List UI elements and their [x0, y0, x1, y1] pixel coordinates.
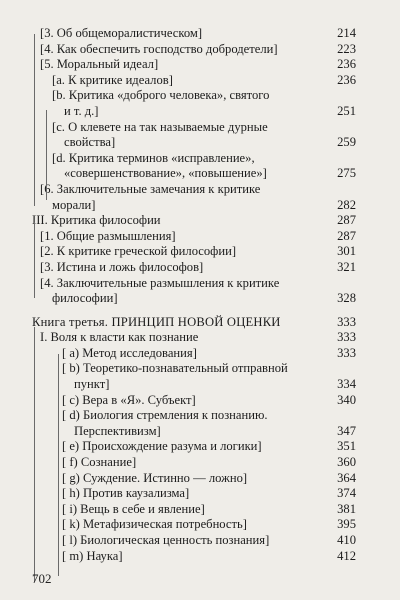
toc-entry-page: 340	[337, 392, 356, 407]
toc-bracket-line	[46, 110, 47, 200]
toc-entry-title: [b. Критика «доброго человека», святого	[52, 88, 270, 103]
page-number: 702	[32, 571, 52, 586]
toc-entry-title: [5. Моральный идеал]	[40, 57, 159, 72]
toc-entry-page: 236	[337, 57, 356, 72]
toc-entry-title: [ i) Вещь в себе и явление]	[62, 501, 205, 516]
toc-entry-title: [ b) Теоретико-познавательный отправной	[62, 361, 288, 376]
toc-entry-title: [3. Об общеморалистическом]	[40, 26, 203, 40]
toc-entry	[0, 346, 400, 362]
toc-entry-title: [d. Критика терминов «исправление»,	[52, 150, 255, 165]
toc-entry-page: 347	[337, 423, 356, 438]
toc-entry	[0, 315, 400, 331]
toc-entry-page: 412	[337, 548, 356, 563]
toc-bracket-line	[34, 327, 35, 582]
toc-bracket-line	[34, 34, 35, 206]
toc-entry-page: 364	[337, 470, 356, 485]
toc-entry-title: [1. Общие размышления]	[40, 228, 176, 243]
toc-entry	[0, 120, 400, 151]
toc-entry-title-continuation: и т. д.]	[64, 103, 99, 118]
toc-entry-page: 287	[337, 213, 356, 228]
toc-bracket-line	[58, 354, 59, 576]
toc-entry	[0, 549, 400, 565]
toc-entry-title: [ m) Наука]	[62, 548, 123, 563]
toc-entry	[0, 439, 400, 455]
toc-entry-title: [с. О клевете на так называемые дурные	[52, 119, 268, 134]
toc-entry-page: 287	[337, 228, 356, 243]
toc-entry-title-continuation: свойства]	[64, 135, 116, 150]
toc-entry	[0, 260, 400, 276]
toc-entry	[0, 408, 400, 439]
toc-entry-page: 351	[337, 439, 356, 454]
toc-entry	[0, 486, 400, 502]
toc-entry	[0, 502, 400, 518]
toc-entry-page: 381	[337, 501, 356, 516]
toc-entry	[0, 213, 400, 229]
toc-entry	[0, 57, 400, 73]
toc-entry-page: 223	[337, 41, 356, 56]
toc-entry-title: [ a) Метод исследования]	[62, 345, 197, 360]
toc-entry-page: 410	[337, 533, 356, 547]
toc-entry-page: 301	[337, 244, 356, 259]
toc-entry-title: [а. К критике идеалов]	[52, 72, 173, 87]
toc-entry-page: 282	[337, 197, 356, 212]
toc-entry-title-continuation: Перспективизм]	[74, 423, 161, 438]
toc-entry-page: 236	[337, 72, 356, 87]
toc-entry	[0, 517, 400, 533]
toc-entry-title: Книга третья. ПРИНЦИП НОВОЙ ОЦЕНКИ	[32, 314, 281, 329]
toc-entry	[0, 151, 400, 182]
toc-entry	[0, 276, 400, 307]
toc-entry	[0, 229, 400, 245]
toc-entry	[0, 73, 400, 89]
toc-entry	[0, 455, 400, 471]
toc-entry-title: [3. Истина и ложь философов]	[40, 259, 204, 274]
toc-bracket-line	[34, 222, 35, 298]
toc-entry-page: 395	[337, 517, 356, 532]
toc-entry-title: III. Критика философии	[32, 213, 161, 228]
toc-entry-page: 334	[337, 377, 356, 392]
toc-entry-page: 333	[337, 330, 356, 345]
toc-entry-page: 374	[337, 486, 356, 501]
toc-entry	[0, 471, 400, 487]
toc-entry-page: 259	[337, 135, 356, 150]
toc-entry-title: [ l) Биологическая ценность познания]	[62, 533, 270, 547]
toc-entry-title: [4. Заключительные размышления к критике	[40, 275, 280, 290]
toc-entry-title: I. Воля к власти как познание	[40, 330, 199, 345]
toc-entry-title: [ h) Против каузализма]	[62, 486, 190, 501]
toc-entry-title: [4. Как обеспечить господство добродетели]	[40, 41, 278, 56]
toc-entry-page: 333	[337, 345, 356, 360]
toc-entry-title: [ g) Суждение. Истинно — ложно]	[62, 470, 248, 485]
toc-entry-page: 360	[337, 455, 356, 470]
toc-entry-page: 328	[337, 291, 356, 306]
toc-entry-title: [ k) Метафизическая потребность]	[62, 517, 247, 532]
toc-entry	[0, 361, 400, 392]
toc-entry	[0, 393, 400, 409]
toc-entry-title: [ d) Биология стремления к познанию.	[62, 408, 268, 423]
toc-entry	[0, 26, 400, 42]
toc-entry-page: 333	[337, 314, 356, 329]
toc-entry-title-continuation: «совершенствование», «повышение»]	[64, 166, 267, 181]
toc-entry-page: 321	[337, 259, 356, 274]
toc-entry-title-continuation: морали]	[52, 197, 96, 212]
toc-entry	[0, 42, 400, 58]
toc-entry-page: 251	[337, 103, 356, 118]
toc-entry-page: 214	[337, 26, 356, 40]
toc-entry	[0, 330, 400, 346]
toc-entry-title: [ c) Вера в «Я». Субъект]	[62, 392, 196, 407]
table-of-contents	[0, 26, 400, 564]
toc-entry	[0, 533, 400, 549]
toc-entry-title: [ f) Сознание]	[62, 455, 137, 470]
toc-entry	[0, 88, 400, 119]
toc-entry-title: [ e) Происхождение разума и логики]	[62, 439, 262, 454]
toc-entry	[0, 244, 400, 260]
toc-entry-title-continuation: пункт]	[74, 377, 110, 392]
toc-entry-title-continuation: философии]	[52, 291, 118, 306]
section-spacer	[0, 307, 400, 315]
toc-entry-title: [2. К критике греческой философии]	[40, 244, 237, 259]
toc-entry	[0, 182, 400, 213]
toc-entry-page: 275	[337, 166, 356, 181]
toc-entry-title: [6. Заключительные замечания к критике	[40, 181, 261, 196]
